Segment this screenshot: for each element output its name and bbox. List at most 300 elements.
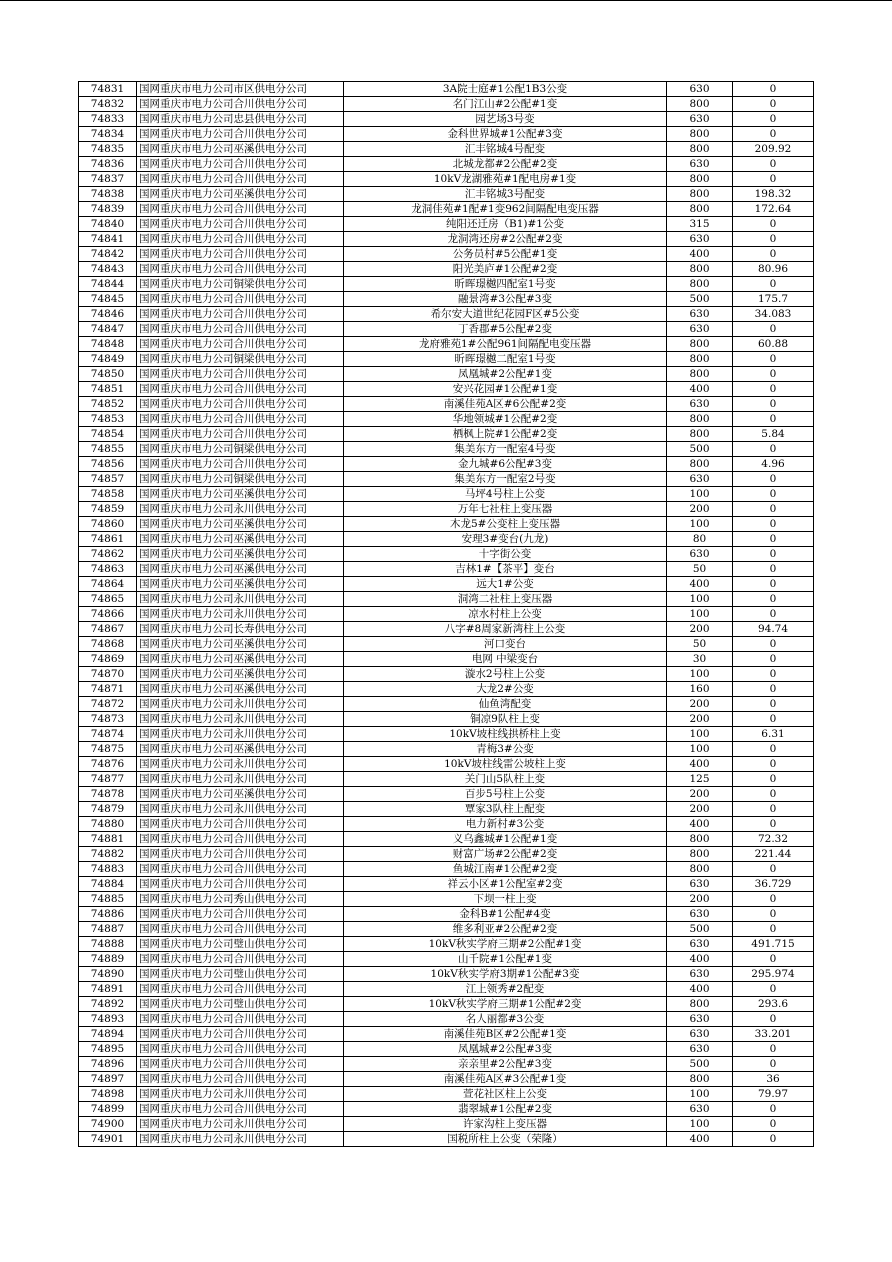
capacity-cell: 100 bbox=[667, 742, 733, 757]
company-cell: 国网重庆市电力公司合川供电分公司 bbox=[137, 202, 344, 217]
company-cell: 国网重庆市电力公司铜梁供电分公司 bbox=[137, 442, 344, 457]
value-cell: 80.96 bbox=[733, 262, 814, 277]
value-cell: 72.32 bbox=[733, 832, 814, 847]
transformer-name-cell: 木龙5#公变柱上变压器 bbox=[344, 517, 667, 532]
capacity-cell: 400 bbox=[667, 382, 733, 397]
value-cell: 0 bbox=[733, 577, 814, 592]
value-cell: 0 bbox=[733, 652, 814, 667]
company-cell: 国网重庆市电力公司巫溪供电分公司 bbox=[137, 667, 344, 682]
row-id-cell: 74847 bbox=[79, 322, 137, 337]
value-cell: 172.64 bbox=[733, 202, 814, 217]
value-cell: 0 bbox=[733, 907, 814, 922]
value-cell: 0 bbox=[733, 82, 814, 97]
company-cell: 国网重庆市电力公司璧山供电分公司 bbox=[137, 997, 344, 1012]
capacity-cell: 800 bbox=[667, 337, 733, 352]
capacity-cell: 400 bbox=[667, 577, 733, 592]
transformer-name-cell: 覃家3队柱上配变 bbox=[344, 802, 667, 817]
value-cell: 0 bbox=[733, 637, 814, 652]
transformer-name-cell: 祥云小区#1公配室#2变 bbox=[344, 877, 667, 892]
row-id-cell: 74845 bbox=[79, 292, 137, 307]
value-cell: 60.88 bbox=[733, 337, 814, 352]
capacity-cell: 630 bbox=[667, 967, 733, 982]
company-cell: 国网重庆市电力公司巫溪供电分公司 bbox=[137, 787, 344, 802]
row-id-cell: 74840 bbox=[79, 217, 137, 232]
transformer-name-cell: 电力新村#3公变 bbox=[344, 817, 667, 832]
value-cell: 0 bbox=[733, 682, 814, 697]
row-id-cell: 74849 bbox=[79, 352, 137, 367]
transformer-name-cell: 10kV龙湖雅苑#1配电房#1变 bbox=[344, 172, 667, 187]
transformer-name-cell: 南溪佳苑A区#6公配#2变 bbox=[344, 397, 667, 412]
company-cell: 国网重庆市电力公司璧山供电分公司 bbox=[137, 967, 344, 982]
transformer-name-cell: 国税所柱上公变（荣隆） bbox=[344, 1132, 667, 1147]
table-row bbox=[79, 712, 814, 727]
value-cell: 0 bbox=[733, 892, 814, 907]
row-id-cell: 74831 bbox=[79, 82, 137, 97]
row-id-cell: 74885 bbox=[79, 892, 137, 907]
capacity-cell: 800 bbox=[667, 187, 733, 202]
table-row bbox=[79, 97, 814, 112]
transformer-name-cell: 大龙2#公变 bbox=[344, 682, 667, 697]
row-id-cell: 74862 bbox=[79, 547, 137, 562]
table-row bbox=[79, 337, 814, 352]
company-cell: 国网重庆市电力公司永川供电分公司 bbox=[137, 727, 344, 742]
value-cell: 0 bbox=[733, 1057, 814, 1072]
capacity-cell: 400 bbox=[667, 247, 733, 262]
company-cell: 国网重庆市电力公司巫溪供电分公司 bbox=[137, 517, 344, 532]
row-id-cell: 74837 bbox=[79, 172, 137, 187]
transformer-name-cell: 10kV秋实学府三期#2公配#1变 bbox=[344, 937, 667, 952]
row-id-cell: 74854 bbox=[79, 427, 137, 442]
value-cell: 0 bbox=[733, 352, 814, 367]
company-cell: 国网重庆市电力公司永川供电分公司 bbox=[137, 1132, 344, 1147]
row-id-cell: 74896 bbox=[79, 1057, 137, 1072]
transformer-name-cell: 南溪佳苑A区#3公配#1变 bbox=[344, 1072, 667, 1087]
table-row bbox=[79, 877, 814, 892]
company-cell: 国网重庆市电力公司合川供电分公司 bbox=[137, 847, 344, 862]
transformer-name-cell: 公务员村#5公配#1变 bbox=[344, 247, 667, 262]
table-row bbox=[79, 592, 814, 607]
company-cell: 国网重庆市电力公司永川供电分公司 bbox=[137, 1117, 344, 1132]
row-id-cell: 74839 bbox=[79, 202, 137, 217]
transformer-name-cell: 纯阳还迁房（B1)#1公变 bbox=[344, 217, 667, 232]
value-cell: 0 bbox=[733, 742, 814, 757]
value-cell: 0 bbox=[733, 817, 814, 832]
row-id-cell: 74863 bbox=[79, 562, 137, 577]
value-cell: 79.97 bbox=[733, 1087, 814, 1102]
transformer-name-cell: 亲亲里#2公配#3变 bbox=[344, 1057, 667, 1072]
table-row bbox=[79, 997, 814, 1012]
capacity-cell: 160 bbox=[667, 682, 733, 697]
capacity-cell: 630 bbox=[667, 937, 733, 952]
row-id-cell: 74858 bbox=[79, 487, 137, 502]
company-cell: 国网重庆市电力公司铜梁供电分公司 bbox=[137, 472, 344, 487]
company-cell: 国网重庆市电力公司合川供电分公司 bbox=[137, 427, 344, 442]
transformer-name-cell: 八字#8周家新湾柱上公变 bbox=[344, 622, 667, 637]
value-cell: 0 bbox=[733, 667, 814, 682]
capacity-cell: 30 bbox=[667, 652, 733, 667]
row-id-cell: 74835 bbox=[79, 142, 137, 157]
transformer-name-cell: 集美东方一配室4号变 bbox=[344, 442, 667, 457]
row-id-cell: 74841 bbox=[79, 232, 137, 247]
transformer-name-cell: 龙洞湾还房#2公配#2变 bbox=[344, 232, 667, 247]
table-row bbox=[79, 1132, 814, 1147]
capacity-cell: 80 bbox=[667, 532, 733, 547]
capacity-cell: 800 bbox=[667, 277, 733, 292]
row-id-cell: 74853 bbox=[79, 412, 137, 427]
capacity-cell: 800 bbox=[667, 202, 733, 217]
row-id-cell: 74881 bbox=[79, 832, 137, 847]
value-cell: 491.715 bbox=[733, 937, 814, 952]
capacity-cell: 630 bbox=[667, 322, 733, 337]
table-row bbox=[79, 187, 814, 202]
table-row bbox=[79, 832, 814, 847]
transformer-name-cell: 铜凉9队柱上变 bbox=[344, 712, 667, 727]
capacity-cell: 800 bbox=[667, 1072, 733, 1087]
value-cell: 0 bbox=[733, 127, 814, 142]
capacity-cell: 500 bbox=[667, 292, 733, 307]
transformer-name-cell: 安兴花园#1公配#1变 bbox=[344, 382, 667, 397]
transformer-name-cell: 华地领城#1公配#2变 bbox=[344, 412, 667, 427]
transformer-name-cell: 万年七社柱上变压器 bbox=[344, 502, 667, 517]
capacity-cell: 400 bbox=[667, 1132, 733, 1147]
table-row bbox=[79, 727, 814, 742]
row-id-cell: 74888 bbox=[79, 937, 137, 952]
table-body bbox=[79, 82, 814, 1147]
company-cell: 国网重庆市电力公司巫溪供电分公司 bbox=[137, 142, 344, 157]
capacity-cell: 630 bbox=[667, 472, 733, 487]
row-id-cell: 74834 bbox=[79, 127, 137, 142]
row-id-cell: 74895 bbox=[79, 1042, 137, 1057]
capacity-cell: 200 bbox=[667, 502, 733, 517]
row-id-cell: 74874 bbox=[79, 727, 137, 742]
capacity-cell: 800 bbox=[667, 457, 733, 472]
row-id-cell: 74866 bbox=[79, 607, 137, 622]
transformer-name-cell: 百步5号柱上公变 bbox=[344, 787, 667, 802]
value-cell: 209.92 bbox=[733, 142, 814, 157]
company-cell: 国网重庆市电力公司合川供电分公司 bbox=[137, 877, 344, 892]
company-cell: 国网重庆市电力公司巫溪供电分公司 bbox=[137, 562, 344, 577]
row-id-cell: 74861 bbox=[79, 532, 137, 547]
value-cell: 295.974 bbox=[733, 967, 814, 982]
company-cell: 国网重庆市电力公司长寿供电分公司 bbox=[137, 622, 344, 637]
capacity-cell: 100 bbox=[667, 1117, 733, 1132]
company-cell: 国网重庆市电力公司合川供电分公司 bbox=[137, 862, 344, 877]
transformer-name-cell: 金科B#1公配#4变 bbox=[344, 907, 667, 922]
capacity-cell: 800 bbox=[667, 997, 733, 1012]
value-cell: 36 bbox=[733, 1072, 814, 1087]
company-cell: 国网重庆市电力公司合川供电分公司 bbox=[137, 337, 344, 352]
transformer-name-cell: 吉林1#【茶平】变台 bbox=[344, 562, 667, 577]
row-id-cell: 74893 bbox=[79, 1012, 137, 1027]
table-row bbox=[79, 172, 814, 187]
value-cell: 0 bbox=[733, 712, 814, 727]
row-id-cell: 74869 bbox=[79, 652, 137, 667]
table-row bbox=[79, 382, 814, 397]
value-cell: 0 bbox=[733, 757, 814, 772]
company-cell: 国网重庆市电力公司合川供电分公司 bbox=[137, 232, 344, 247]
table-row bbox=[79, 1012, 814, 1027]
transformer-name-cell: 凤凰城#2公配#1变 bbox=[344, 367, 667, 382]
value-cell: 0 bbox=[733, 247, 814, 262]
value-cell: 0 bbox=[733, 1102, 814, 1117]
table-row bbox=[79, 922, 814, 937]
table-row bbox=[79, 562, 814, 577]
value-cell: 0 bbox=[733, 772, 814, 787]
transformer-name-cell: 翡翠城#1公配#2变 bbox=[344, 1102, 667, 1117]
table-row bbox=[79, 952, 814, 967]
capacity-cell: 50 bbox=[667, 637, 733, 652]
capacity-cell: 800 bbox=[667, 127, 733, 142]
company-cell: 国网重庆市电力公司合川供电分公司 bbox=[137, 157, 344, 172]
row-id-cell: 74901 bbox=[79, 1132, 137, 1147]
capacity-cell: 125 bbox=[667, 772, 733, 787]
row-id-cell: 74857 bbox=[79, 472, 137, 487]
value-cell: 0 bbox=[733, 97, 814, 112]
company-cell: 国网重庆市电力公司市区供电分公司 bbox=[137, 82, 344, 97]
transformer-name-cell: 龙洞佳苑#1配#1变962间隔配电变压器 bbox=[344, 202, 667, 217]
company-cell: 国网重庆市电力公司秀山供电分公司 bbox=[137, 892, 344, 907]
capacity-cell: 800 bbox=[667, 847, 733, 862]
transformer-name-cell: 马坪4号柱上公变 bbox=[344, 487, 667, 502]
company-cell: 国网重庆市电力公司铜梁供电分公司 bbox=[137, 277, 344, 292]
capacity-cell: 630 bbox=[667, 877, 733, 892]
value-cell: 0 bbox=[733, 982, 814, 997]
company-cell: 国网重庆市电力公司合川供电分公司 bbox=[137, 217, 344, 232]
table-row bbox=[79, 457, 814, 472]
company-cell: 国网重庆市电力公司合川供电分公司 bbox=[137, 127, 344, 142]
company-cell: 国网重庆市电力公司合川供电分公司 bbox=[137, 1042, 344, 1057]
transformer-name-cell: 融景湾#3公配#3变 bbox=[344, 292, 667, 307]
transformer-name-cell: 丁香郡#5公配#2变 bbox=[344, 322, 667, 337]
row-id-cell: 74892 bbox=[79, 997, 137, 1012]
capacity-cell: 500 bbox=[667, 922, 733, 937]
capacity-cell: 800 bbox=[667, 97, 733, 112]
table-row bbox=[79, 247, 814, 262]
row-id-cell: 74836 bbox=[79, 157, 137, 172]
value-cell: 0 bbox=[733, 787, 814, 802]
capacity-cell: 500 bbox=[667, 442, 733, 457]
transformer-name-cell: 北城龙都#2公配#2变 bbox=[344, 157, 667, 172]
table-row bbox=[79, 787, 814, 802]
company-cell: 国网重庆市电力公司永川供电分公司 bbox=[137, 802, 344, 817]
row-id-cell: 74897 bbox=[79, 1072, 137, 1087]
table-row bbox=[79, 907, 814, 922]
capacity-cell: 800 bbox=[667, 142, 733, 157]
company-cell: 国网重庆市电力公司巫溪供电分公司 bbox=[137, 187, 344, 202]
company-cell: 国网重庆市电力公司合川供电分公司 bbox=[137, 262, 344, 277]
row-id-cell: 74887 bbox=[79, 922, 137, 937]
value-cell: 0 bbox=[733, 397, 814, 412]
row-id-cell: 74894 bbox=[79, 1027, 137, 1042]
company-cell: 国网重庆市电力公司合川供电分公司 bbox=[137, 367, 344, 382]
capacity-cell: 100 bbox=[667, 727, 733, 742]
transformer-name-cell: 关门山5队柱上变 bbox=[344, 772, 667, 787]
table-row bbox=[79, 292, 814, 307]
capacity-cell: 50 bbox=[667, 562, 733, 577]
row-id-cell: 74890 bbox=[79, 967, 137, 982]
capacity-cell: 100 bbox=[667, 487, 733, 502]
capacity-cell: 800 bbox=[667, 832, 733, 847]
table-row bbox=[79, 322, 814, 337]
table-row bbox=[79, 982, 814, 997]
company-cell: 国网重庆市电力公司合川供电分公司 bbox=[137, 952, 344, 967]
value-cell: 0 bbox=[733, 232, 814, 247]
table-row bbox=[79, 1072, 814, 1087]
row-id-cell: 74870 bbox=[79, 667, 137, 682]
company-cell: 国网重庆市电力公司合川供电分公司 bbox=[137, 907, 344, 922]
table-row bbox=[79, 682, 814, 697]
value-cell: 0 bbox=[733, 322, 814, 337]
transformer-name-cell: 金九城#6公配#3变 bbox=[344, 457, 667, 472]
row-id-cell: 74873 bbox=[79, 712, 137, 727]
company-cell: 国网重庆市电力公司合川供电分公司 bbox=[137, 457, 344, 472]
transformer-name-cell: 龙府雅苑1#公配961间隔配电变压器 bbox=[344, 337, 667, 352]
transformer-name-cell: 名门江山#2公配#1变 bbox=[344, 97, 667, 112]
transformer-name-cell: 名人丽都#3公变 bbox=[344, 1012, 667, 1027]
table-row bbox=[79, 352, 814, 367]
row-id-cell: 74878 bbox=[79, 787, 137, 802]
table-row bbox=[79, 397, 814, 412]
row-id-cell: 74844 bbox=[79, 277, 137, 292]
data-table bbox=[78, 81, 814, 1147]
capacity-cell: 630 bbox=[667, 82, 733, 97]
capacity-cell: 100 bbox=[667, 667, 733, 682]
value-cell: 0 bbox=[733, 952, 814, 967]
table-row bbox=[79, 487, 814, 502]
transformer-name-cell: 昕晖璟樾二配室1号变 bbox=[344, 352, 667, 367]
value-cell: 0 bbox=[733, 277, 814, 292]
table-row bbox=[79, 1057, 814, 1072]
row-id-cell: 74833 bbox=[79, 112, 137, 127]
company-cell: 国网重庆市电力公司巫溪供电分公司 bbox=[137, 742, 344, 757]
table-row bbox=[79, 892, 814, 907]
company-cell: 国网重庆市电力公司巫溪供电分公司 bbox=[137, 487, 344, 502]
value-cell: 0 bbox=[733, 697, 814, 712]
value-cell: 33.201 bbox=[733, 1027, 814, 1042]
transformer-name-cell: 远大1#公变 bbox=[344, 577, 667, 592]
company-cell: 国网重庆市电力公司合川供电分公司 bbox=[137, 1012, 344, 1027]
company-cell: 国网重庆市电力公司合川供电分公司 bbox=[137, 412, 344, 427]
row-id-cell: 74884 bbox=[79, 877, 137, 892]
value-cell: 0 bbox=[733, 922, 814, 937]
table-row bbox=[79, 1117, 814, 1132]
row-id-cell: 74855 bbox=[79, 442, 137, 457]
row-id-cell: 74891 bbox=[79, 982, 137, 997]
value-cell: 0 bbox=[733, 532, 814, 547]
value-cell: 0 bbox=[733, 1012, 814, 1027]
row-id-cell: 74879 bbox=[79, 802, 137, 817]
transformer-name-cell: 希尔安大道世纪花园F区#5公变 bbox=[344, 307, 667, 322]
table-row bbox=[79, 472, 814, 487]
company-cell: 国网重庆市电力公司璧山供电分公司 bbox=[137, 937, 344, 952]
table-row bbox=[79, 142, 814, 157]
table-row bbox=[79, 262, 814, 277]
row-id-cell: 74859 bbox=[79, 502, 137, 517]
table-row bbox=[79, 772, 814, 787]
row-id-cell: 74871 bbox=[79, 682, 137, 697]
capacity-cell: 800 bbox=[667, 367, 733, 382]
transformer-name-cell: 维多利亚#2公配#2变 bbox=[344, 922, 667, 937]
value-cell: 36.729 bbox=[733, 877, 814, 892]
row-id-cell: 74875 bbox=[79, 742, 137, 757]
row-id-cell: 74842 bbox=[79, 247, 137, 262]
table-row bbox=[79, 232, 814, 247]
transformer-name-cell: 鱼城江南#1公配#2变 bbox=[344, 862, 667, 877]
table-row bbox=[79, 517, 814, 532]
value-cell: 0 bbox=[733, 382, 814, 397]
company-cell: 国网重庆市电力公司永川供电分公司 bbox=[137, 592, 344, 607]
row-id-cell: 74882 bbox=[79, 847, 137, 862]
company-cell: 国网重庆市电力公司永川供电分公司 bbox=[137, 607, 344, 622]
capacity-cell: 100 bbox=[667, 1087, 733, 1102]
table-row bbox=[79, 202, 814, 217]
transformer-name-cell: 下坝一柱上变 bbox=[344, 892, 667, 907]
value-cell: 0 bbox=[733, 442, 814, 457]
company-cell: 国网重庆市电力公司永川供电分公司 bbox=[137, 1087, 344, 1102]
capacity-cell: 630 bbox=[667, 547, 733, 562]
row-id-cell: 74850 bbox=[79, 367, 137, 382]
table-row bbox=[79, 217, 814, 232]
transformer-name-cell: 阳光美庐#1公配#2变 bbox=[344, 262, 667, 277]
company-cell: 国网重庆市电力公司铜梁供电分公司 bbox=[137, 352, 344, 367]
row-id-cell: 74900 bbox=[79, 1117, 137, 1132]
company-cell: 国网重庆市电力公司合川供电分公司 bbox=[137, 307, 344, 322]
table-row bbox=[79, 652, 814, 667]
company-cell: 国网重庆市电力公司巫溪供电分公司 bbox=[137, 637, 344, 652]
value-cell: 6.31 bbox=[733, 727, 814, 742]
capacity-cell: 800 bbox=[667, 427, 733, 442]
value-cell: 293.6 bbox=[733, 997, 814, 1012]
row-id-cell: 74883 bbox=[79, 862, 137, 877]
company-cell: 国网重庆市电力公司永川供电分公司 bbox=[137, 697, 344, 712]
table-row bbox=[79, 937, 814, 952]
row-id-cell: 74867 bbox=[79, 622, 137, 637]
transformer-name-cell: 金科世界城#1公配#3变 bbox=[344, 127, 667, 142]
transformer-name-cell: 十字街公变 bbox=[344, 547, 667, 562]
company-cell: 国网重庆市电力公司合川供电分公司 bbox=[137, 397, 344, 412]
table-row bbox=[79, 547, 814, 562]
capacity-cell: 100 bbox=[667, 517, 733, 532]
value-cell: 0 bbox=[733, 607, 814, 622]
table-row bbox=[79, 1102, 814, 1117]
capacity-cell: 800 bbox=[667, 352, 733, 367]
value-cell: 0 bbox=[733, 1132, 814, 1147]
transformer-name-cell: 凉水村柱上公变 bbox=[344, 607, 667, 622]
capacity-cell: 100 bbox=[667, 607, 733, 622]
capacity-cell: 630 bbox=[667, 1102, 733, 1117]
company-cell: 国网重庆市电力公司永川供电分公司 bbox=[137, 712, 344, 727]
value-cell: 0 bbox=[733, 592, 814, 607]
top-border-line bbox=[0, 0, 892, 1]
company-cell: 国网重庆市电力公司合川供电分公司 bbox=[137, 1057, 344, 1072]
transformer-name-cell: 萱花社区柱上公变 bbox=[344, 1087, 667, 1102]
value-cell: 0 bbox=[733, 112, 814, 127]
company-cell: 国网重庆市电力公司巫溪供电分公司 bbox=[137, 577, 344, 592]
table-row bbox=[79, 742, 814, 757]
capacity-cell: 800 bbox=[667, 172, 733, 187]
table-row bbox=[79, 802, 814, 817]
value-cell: 0 bbox=[733, 517, 814, 532]
row-id-cell: 74877 bbox=[79, 772, 137, 787]
company-cell: 国网重庆市电力公司巫溪供电分公司 bbox=[137, 682, 344, 697]
capacity-cell: 630 bbox=[667, 157, 733, 172]
transformer-name-cell: 凤凰城#2公配#3变 bbox=[344, 1042, 667, 1057]
capacity-cell: 315 bbox=[667, 217, 733, 232]
capacity-cell: 200 bbox=[667, 622, 733, 637]
company-cell: 国网重庆市电力公司忠县供电分公司 bbox=[137, 112, 344, 127]
row-id-cell: 74872 bbox=[79, 697, 137, 712]
value-cell: 0 bbox=[733, 367, 814, 382]
